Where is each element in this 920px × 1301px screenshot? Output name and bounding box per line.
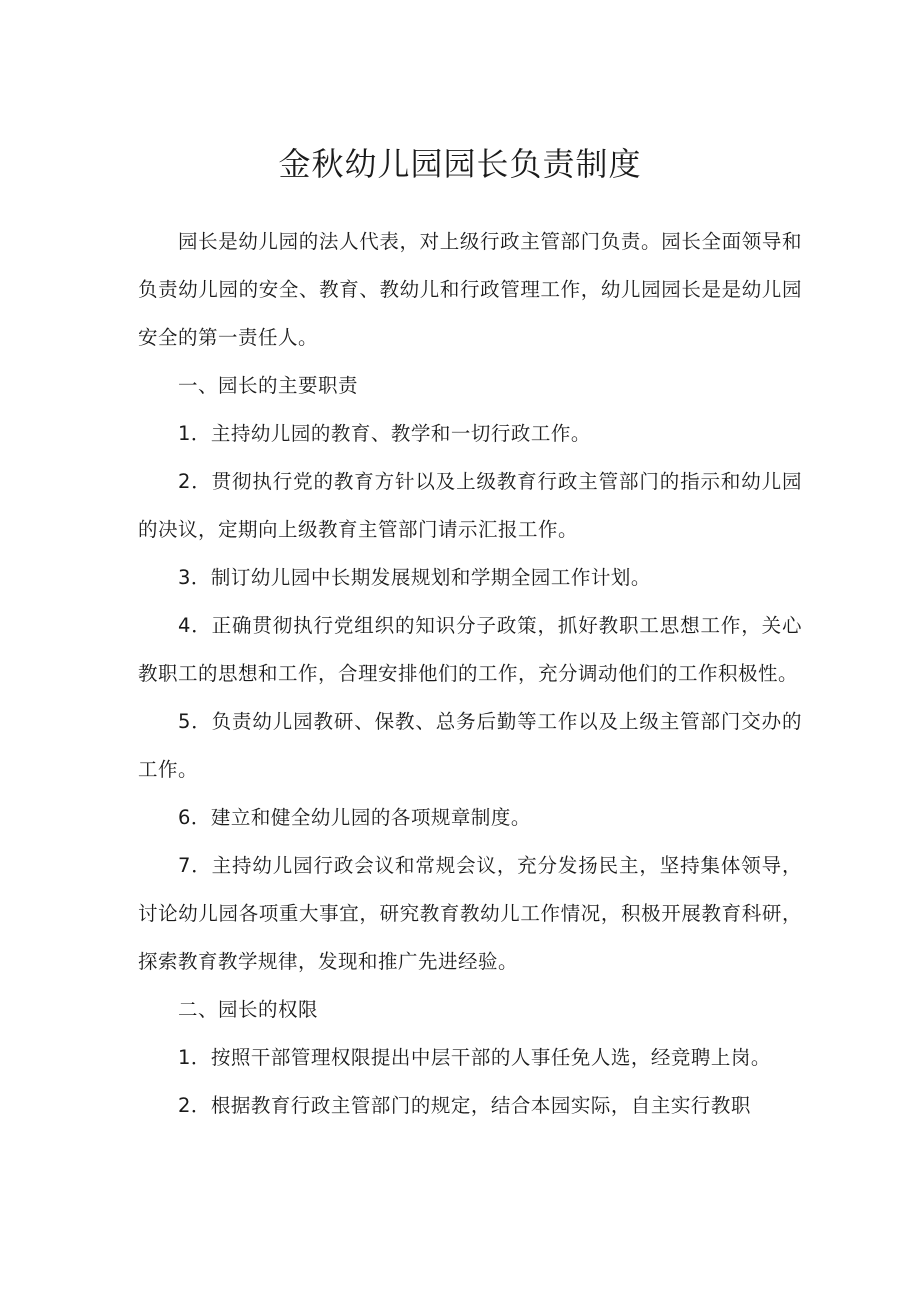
duty-item-6: 6．建立和健全幼儿园的各项规章制度。 (178, 806, 531, 829)
duty-item-1: 1．主持幼儿园的教育、教学和一切行政工作。 (178, 422, 591, 445)
section-heading-authority: 二、园长的权限 (178, 998, 319, 1021)
duty-item-4: 4．正确贯彻执行党组织的知识分子政策，抓好教职工思想工作，关心教职工的思想和工作，合理安排他们的工作，充分调动他们的工作积极性。 (138, 614, 802, 685)
authority-item-1: 1．按照干部管理权限提出中层干部的人事任免人选，经竞聘上岗。 (178, 1046, 771, 1069)
duty-item-2: 2．贯彻执行党的教育方针以及上级教育行政主管部门的指示和幼儿园的决议，定期向上级教育主管部门请示汇报工作。 (138, 470, 802, 541)
document-title: 金秋幼儿园园长负责制度 (278, 145, 642, 183)
document-body (138, 218, 802, 1130)
duty-item-5: 5．负责幼儿园教研、保教、总务后勤等工作以及上级主管部门交办的工作。 (138, 710, 802, 781)
section-heading-duties: 一、园长的主要职责 (178, 374, 359, 397)
authority-item-2: 2．根据教育行政主管部门的规定，结合本园实际，自主实行教职 (178, 1094, 751, 1117)
duty-item-7: 7．主持幼儿园行政会议和常规会议，充分发扬民主，坚持集体领导，讨论幼儿园各项重大事宜，研究教育教幼儿工作情况，积极开展教育科研，探索教育教学规律，发现和推广先进经验。 (138, 854, 802, 973)
paragraph-intro: 园长是幼儿园的法人代表，对上级行政主管部门负责。园长全面领导和负责幼儿园的安全、教育、教幼儿和行政管理工作，幼儿园园长是是幼儿园安全的第一责任人。 (138, 230, 802, 349)
duty-item-3: 3．制订幼儿园中长期发展规划和学期全园工作计划。 (178, 566, 651, 589)
